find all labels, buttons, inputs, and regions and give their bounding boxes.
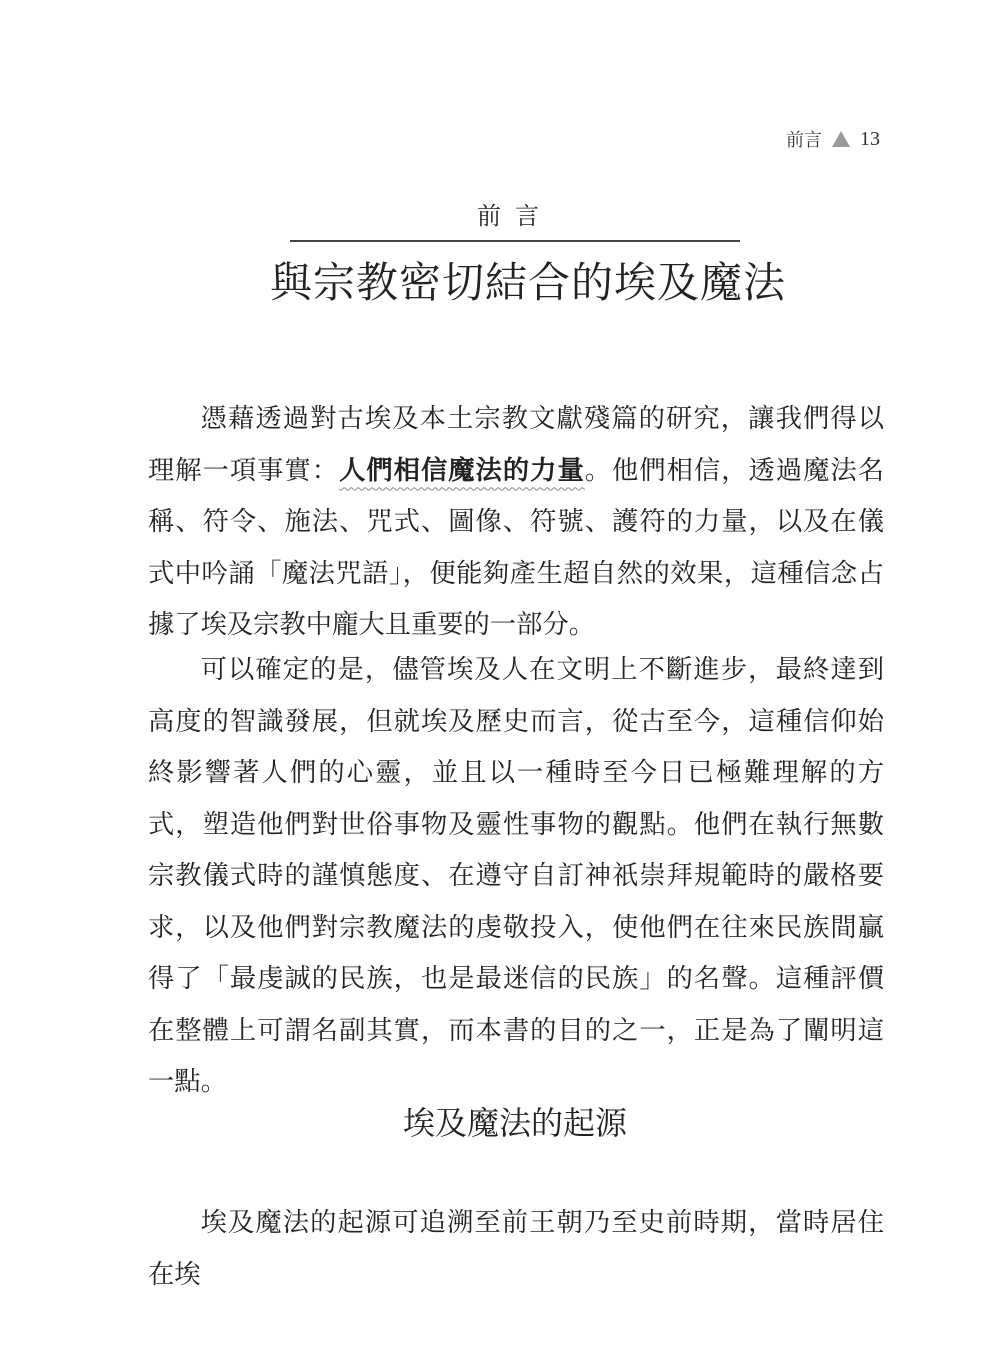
running-head-section: 前言 [786, 130, 822, 151]
paragraph-3-text: 埃及魔法的起源可追溯至前王朝乃至史前時期，當時居住在埃 [148, 1208, 884, 1290]
title-divider [290, 240, 740, 242]
section-heading: 埃及魔法的起源 [402, 1104, 627, 1142]
paragraph-1-rest: 。他們相信，透過魔法名稱、符令、施法、咒式、圖像、符號、護符的力量，以及在儀式中吟誦「魔法咒語」，便能夠產生超自然的效果，這種信念占據了埃及宗教中龐大且重要的一部分。 [148, 455, 885, 640]
triangle-icon [832, 131, 850, 147]
paragraph-2 [148, 645, 884, 1109]
chapter-title: 與宗教密切結合的埃及魔法 [270, 258, 787, 307]
chapter-label: 前言 [477, 202, 553, 230]
page-number: 13 [860, 127, 880, 150]
running-head [786, 124, 880, 154]
paragraph-1 [148, 394, 884, 652]
paragraph-2-text: 可以確定的是，儘管埃及人在文明上不斷進步，最終達到高度的智識發展，但就埃及歷史而言，從古至今，這種信仰始終影響著人們的心靈，並且以一種時至今日已極難理解的方式，塑造他們對世俗事物及靈性事物的觀點。他們在執行無數宗教儀式時的謹慎態度、在遵守自訂神祇崇拜規範時的嚴格要求，以及他們對宗教魔法的虔敬投入，使他們在往來民族間贏得了「最虔誠的民族，也是最迷信的民族」的名聲。這種評價在整體上可謂名副其實，而本書的目的之一，正是為了闡明這一點。 [148, 655, 884, 1097]
paragraph-1-lead: 憑藉透過對古埃及本土宗教文獻殘篇的研究，讓我們得以理解一項事實： [148, 404, 884, 486]
paragraph-3 [148, 1198, 884, 1301]
emphasis-text: 人們相信魔法的力量 [339, 455, 585, 486]
